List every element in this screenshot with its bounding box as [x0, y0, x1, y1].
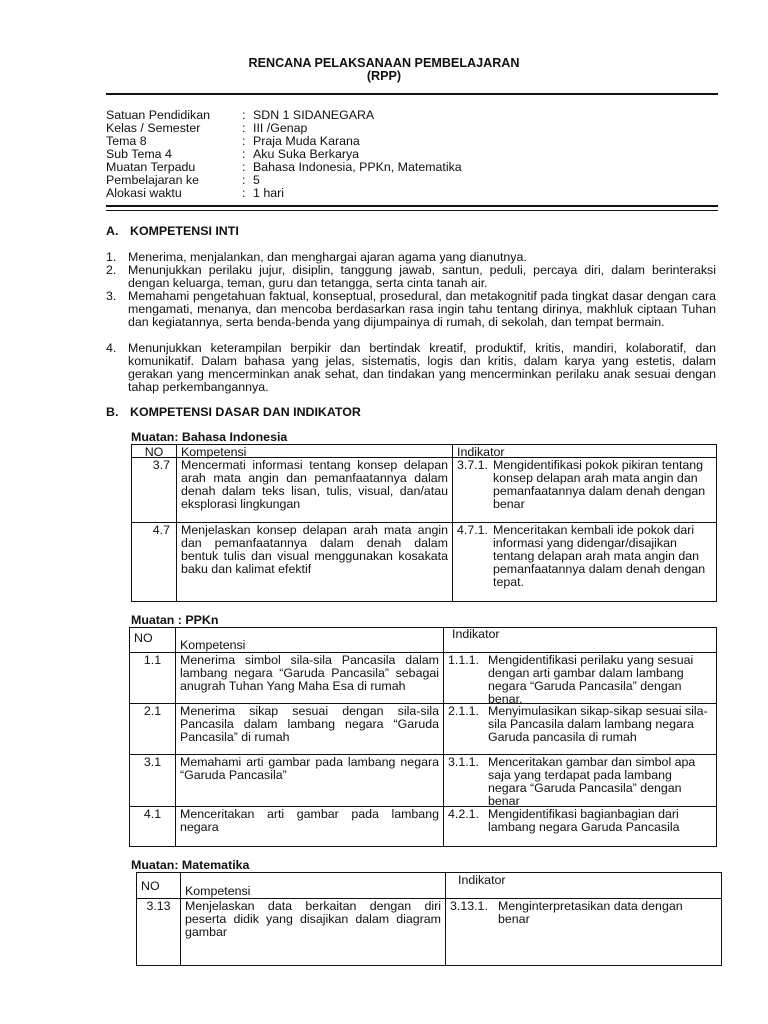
table-cell-no [129, 703, 176, 755]
indicator-text: Mengidentifikasi perilaku yang sesuai dengan arti gambar dalam lambang negara “Garuda Pancasila” dengan benar. [488, 653, 694, 706]
table-header-indikator [443, 627, 717, 653]
table-header-indikator [445, 872, 722, 899]
cell-text: 3.7 [152, 458, 170, 472]
section-title: KOMPETENSI INTI [130, 224, 239, 238]
identity-value: Praja Muda Karana [253, 134, 360, 148]
table-cell-indikator [452, 522, 717, 602]
cell-text: Menjelaskan data berkaitan dengan diri peserta didik yang disajikan dalam diagram gambar [185, 899, 441, 939]
identity-colon: : [242, 147, 246, 161]
ki-text: Memahami pengetahuan faktual, konseptual, prosedural, dan metakognitif pada tingkat dasar dengan cara mengamati, menanya, dan mencoba berdasarkan rasa ingin tahu tentang dirinya, makhluk ciptaan Tuhan dan kegiatannya, serta benda-benda yang dijumpainya di rumah, di sekolah, dan tempat bermain. [128, 289, 716, 329]
cell-text: 4.1 [143, 807, 162, 821]
indicator-text: Menyimulasikan sikap-sikap sesuai sila-sila Pancasila dalam lambang negara Garuda pancasila di rumah [488, 704, 708, 744]
table-header-kompetensi [180, 872, 446, 899]
table-cell-kompetensi [176, 522, 453, 602]
table-header-indikator [452, 444, 717, 458]
table-cell-indikator [443, 754, 717, 807]
identity-value: Bahasa Indonesia, PPKn, Matematika [253, 160, 462, 174]
indicator-code: 2.1.1. [448, 704, 480, 718]
table-cell-indikator [443, 703, 717, 755]
section-b-heading [106, 406, 361, 419]
identity-label: Satuan Pendidikan [106, 108, 211, 122]
header-rule-bottom-thin [106, 210, 718, 211]
indicator-code: 1.1.1. [448, 653, 480, 667]
ki-item [106, 341, 716, 394]
indicator-text: Mengidentifikasi pokok pikiran tentang konsep delapan arah mata angin dan pemanfaatannya dalam denah dengan benar [493, 458, 706, 511]
header-rule-bottom [106, 205, 718, 207]
table-cell-kompetensi [176, 457, 453, 523]
ki-number: 1. [106, 250, 117, 264]
identity-value: SDN 1 SIDANEGARA [253, 108, 375, 122]
header-text: Indikator [452, 627, 500, 641]
cell-text: Menerima simbol sila-sila Pancasila dalam lambang negara “Garuda Pancasila” sebagai anugrah Tuhan Yang Maha Esa di rumah [180, 653, 439, 693]
cell-text: 2.1 [143, 704, 162, 718]
section-letter: B. [106, 405, 119, 419]
section-a-heading [106, 225, 239, 238]
ki-text: Menunjukkan perilaku jujur, disiplin, tanggung jawab, santun, peduli, percaya diri, dalam berinteraksi dengan keluarga, teman, guru dan tetangga, serta cinta tanah air. [128, 263, 716, 290]
ki-number: 4. [106, 341, 117, 355]
ki-text: Menerima, menjalankan, dan menghargai ajaran agama yang dianutnya. [128, 250, 527, 264]
indicator-entry [444, 755, 716, 808]
table-header-kompetensi [175, 627, 444, 653]
identity-label: Kelas / Semester [106, 121, 201, 135]
indicator-text: Menceritakan kembali ide pokok dari informasi yang didengar/disajikan tentang delapan arah mata angin dan pemanfaatannya dalam denah dengan tepat. [493, 523, 706, 589]
indicator-code: 4.7.1. [457, 523, 489, 537]
table-header-no [131, 444, 177, 458]
cell-text: 1.1 [143, 653, 162, 667]
identity-value: Aku Suka Berkarya [253, 147, 360, 161]
cell-text: 3.13 [146, 899, 171, 913]
ki-number: 2. [106, 263, 117, 277]
identity-value: III /Genap [253, 121, 308, 135]
section-title: KOMPETENSI DASAR DAN INDIKATOR [130, 405, 361, 419]
indicator-code: 3.7.1. [457, 458, 489, 472]
indicator-entry [444, 653, 716, 706]
table-cell-no [131, 522, 177, 602]
cell-text: Menjelaskan konsep delapan arah mata angin dan pemanfaatannya dalam denah dalam bentuk tulis dan visual menggunakan kosakata baku dan kalimat efektif [181, 523, 448, 576]
identity-colon: : [242, 134, 246, 148]
table-cell-no [129, 754, 176, 807]
table-cell-indikator [443, 806, 717, 847]
identity-value: 5 [253, 173, 260, 187]
indicator-code: 3.1.1. [448, 755, 480, 769]
table-cell-no [131, 457, 177, 523]
table-cell-no [129, 652, 176, 704]
identity-label: Sub Tema 4 [106, 147, 172, 161]
identity-colon: : [242, 173, 246, 187]
indicator-entry [453, 458, 716, 511]
header-rule-top [106, 93, 718, 95]
ki-text: Menunjukkan keterampilan berpikir dan bertindak kreatif, produktif, kritis, mandiri, kolaboratif, dan komunikatif. Dalam bahasa yang jelas, sistematis, logis dan kritis, dalam karya yang estetis, dalam gerakan yang mencerminkan anak sehat, dan tindakan yang mencerminkan perilaku anak sesuai dengan tahap perkembangannya. [128, 341, 716, 394]
document-subtitle: (RPP) [366, 69, 402, 83]
table-cell-no [136, 898, 181, 966]
table-cell-indikator [445, 898, 722, 966]
identity-colon: : [242, 186, 246, 200]
identity-colon: : [242, 160, 246, 174]
header-text: NO [141, 879, 160, 893]
table-cell-kompetensi [175, 703, 444, 755]
indicator-text: Menceritakan gambar dan simbol apa saja yang terdapat pada lambang negara “Garuda Pancasila” dengan benar [488, 755, 696, 808]
table-cell-indikator [452, 457, 717, 523]
indicator-text: Menginterpretasikan data dengan benar [498, 899, 683, 926]
table-cell-kompetensi [180, 898, 446, 966]
identity-colon: : [242, 121, 246, 135]
cell-text: Menceritakan arti gambar pada lambang negara [180, 807, 439, 834]
cell-text: Menerima sikap sesuai dengan sila-sila Pancasila dalam lambang negara “Garuda Pancasila” di rumah [180, 704, 439, 744]
header-text: NO [144, 445, 164, 459]
indicator-text: Mengidentifikasi bagianbagian dari lambang negara Garuda Pancasila [488, 807, 680, 834]
table-header-kompetensi [176, 444, 453, 458]
identity-value: 1 hari [253, 186, 284, 200]
header-text: Kompetensi [180, 638, 246, 652]
ki-item [106, 263, 716, 290]
table-header-no [129, 627, 176, 653]
table-cell-kompetensi [175, 754, 444, 807]
muatan-bahasa-indonesia-label: Muatan: Bahasa Indonesia [131, 430, 288, 444]
cell-text: Memahami arti gambar pada lambang negara “Garuda Pancasila” [180, 755, 439, 782]
cell-text: 4.7 [152, 523, 170, 537]
document-title: RENCANA PELAKSANAAN PEMBELAJARAN [248, 56, 520, 70]
identity-label: Alokasi waktu [106, 186, 182, 200]
cell-text: Mencermati informasi tentang konsep delapan arah mata angin dan pemanfaatannya dalam denah dalam teks lisan, tulis, visual, dan/atau eksplorasi lingkungan [181, 458, 448, 511]
indicator-entry [446, 899, 721, 926]
indicator-code: 4.2.1. [448, 807, 480, 821]
table-header-no [136, 872, 181, 899]
header-text: Kompetensi [185, 884, 251, 898]
header-text: Indikator [458, 873, 506, 887]
table-cell-kompetensi [175, 806, 444, 847]
identity-label: Muatan Terpadu [106, 160, 196, 174]
muatan-matematika-label: Muatan: Matematika [131, 858, 250, 872]
table-cell-kompetensi [175, 652, 444, 704]
ki-item [106, 289, 716, 329]
indicator-entry [444, 704, 716, 744]
identity-label: Tema 8 [106, 134, 147, 148]
table-cell-no [129, 806, 176, 847]
identity-colon: : [242, 108, 246, 122]
indicator-code: 3.13.1. [450, 899, 488, 913]
indicator-entry [444, 807, 716, 834]
table-cell-indikator [443, 652, 717, 704]
header-text: NO [134, 631, 153, 645]
muatan-ppkn-label: Muatan : PPKn [131, 613, 219, 627]
indicator-entry [453, 523, 716, 589]
cell-text: 3.1 [143, 755, 162, 769]
header-text: Kompetensi [181, 445, 247, 459]
section-letter: A. [106, 224, 119, 238]
ki-number: 3. [106, 289, 117, 303]
identity-label: Pembelajaran ke [106, 173, 199, 187]
header-text: Indikator [457, 445, 505, 459]
